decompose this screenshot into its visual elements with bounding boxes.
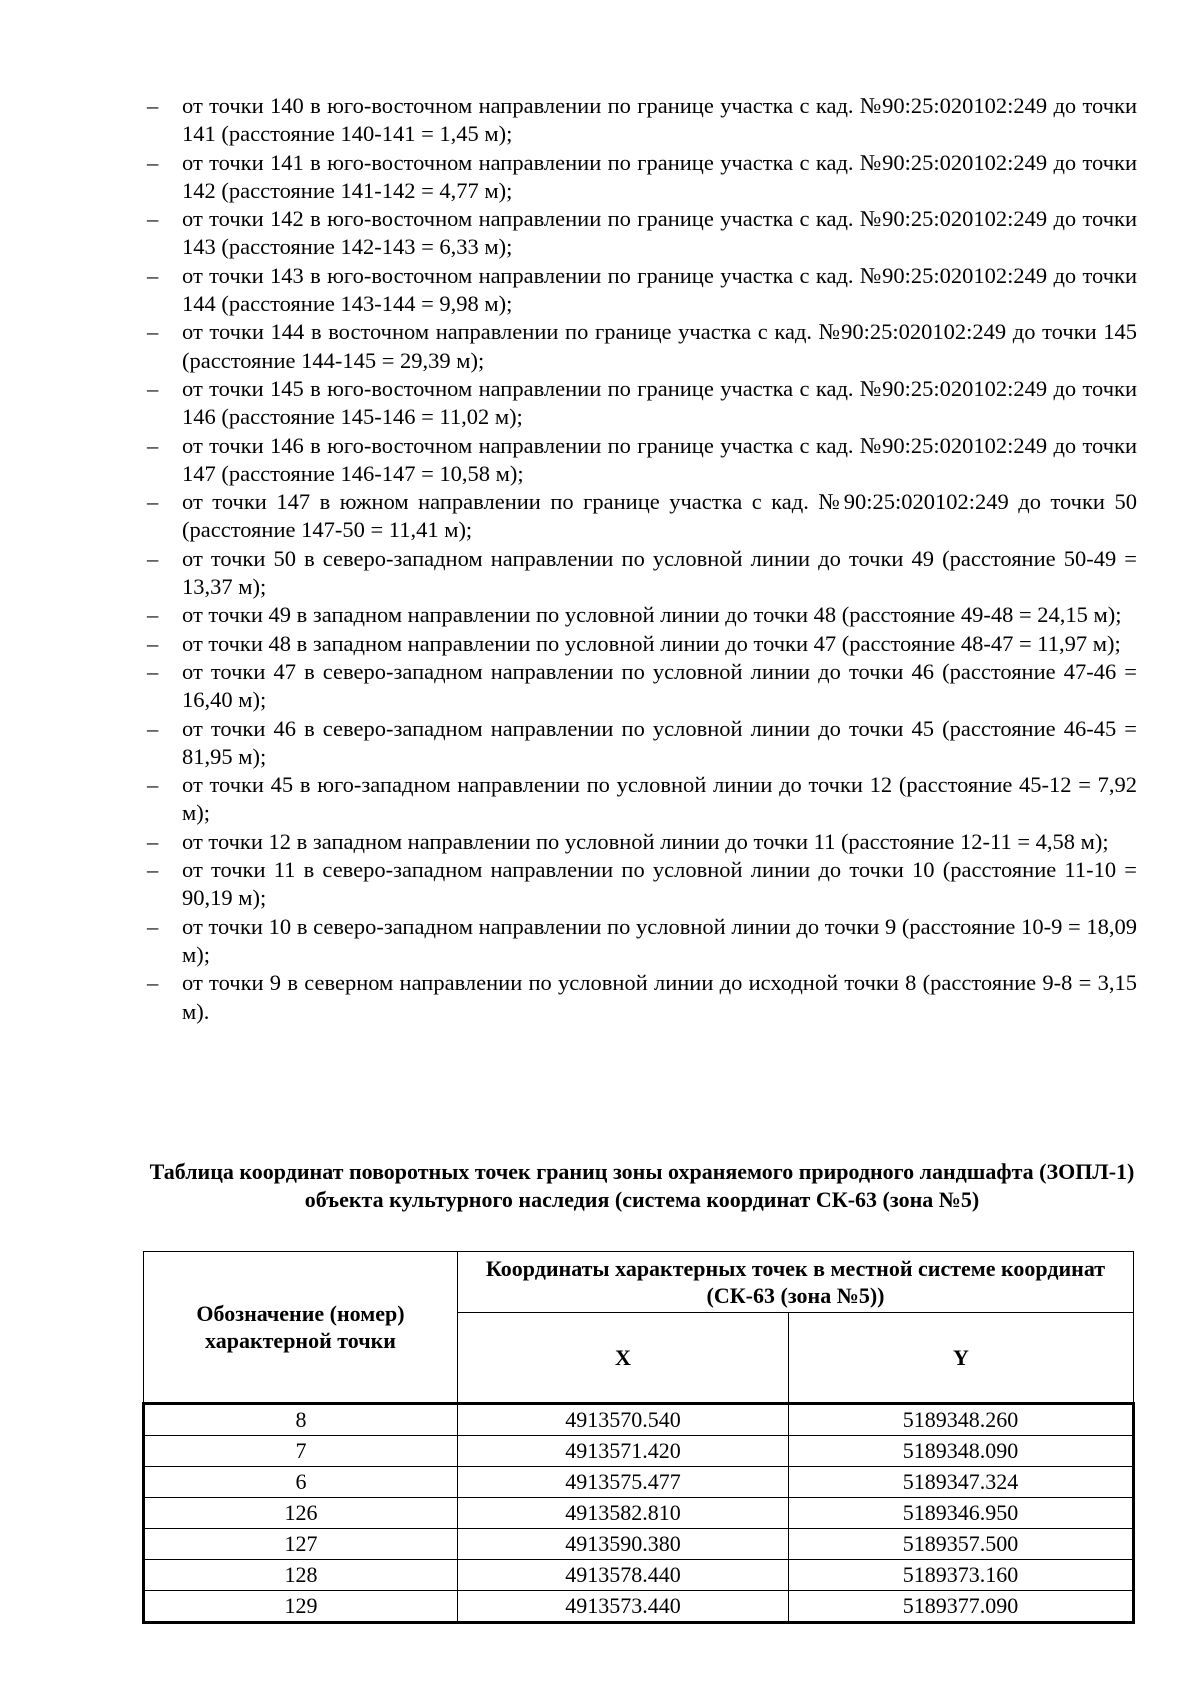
cell-y: 5189373.160 <box>789 1560 1134 1591</box>
list-marker: – <box>147 772 159 798</box>
cell-point: 127 <box>144 1529 458 1560</box>
cell-x: 4913582.810 <box>458 1498 789 1529</box>
boundary-segment-text: от точки 11 в северо-западном направлении по условной линии до точки 10 (расстояние 11-10 = 90,19 м); <box>182 857 1137 911</box>
table-row <box>144 1591 1134 1623</box>
boundary-segment-text: от точки 12 в западном направлении по условной линии до точки 11 (расстояние 12-11 = 4,58 м); <box>182 828 1109 854</box>
boundary-segment-text: от точки 49 в западном направлении по условной линии до точки 48 (расстояние 49-48 = 24,15 м); <box>182 602 1122 628</box>
list-marker: – <box>147 602 159 628</box>
list-marker: – <box>147 375 159 401</box>
boundary-segment-item <box>147 205 1137 262</box>
boundary-segment-text: от точки 145 в юго-восточном направлении по границе участка с кад. №90:25:020102:249 до точки 146 (расстояние 145-146 = 11,02 м); <box>182 375 1137 430</box>
boundary-segment-item <box>147 658 1137 715</box>
list-marker: – <box>147 658 159 684</box>
list-marker: – <box>147 630 159 656</box>
boundary-segment-item <box>147 828 1137 856</box>
header-coordinates-group: Координаты характерных точек в местной системе координат (СК-63 (зона №5)) <box>458 1252 1134 1313</box>
cell-x: 4913578.440 <box>458 1560 789 1591</box>
list-marker: – <box>147 828 159 854</box>
table-row <box>144 1436 1134 1467</box>
boundary-segment-text: от точки 45 в юго-западном направлении по условной линии до точки 12 (расстояние 45-12 = 7,92 м); <box>182 772 1137 826</box>
table-row <box>144 1529 1134 1560</box>
list-marker: – <box>147 545 159 571</box>
cell-y: 5189346.950 <box>789 1498 1134 1529</box>
boundary-segment-item <box>147 969 1137 1026</box>
header-x: X <box>458 1313 789 1404</box>
boundary-segment-text: от точки 146 в юго-восточном направлении по границе участка с кад. №90:25:020102:249 до точки 147 (расстояние 146-147 = 10,58 м); <box>182 432 1137 486</box>
table-row <box>144 1404 1134 1436</box>
cell-y: 5189348.090 <box>789 1436 1134 1467</box>
list-marker: – <box>147 715 159 741</box>
boundary-segment-text: от точки 47 в северо-западном направлении по условной линии до точки 46 (расстояние 47-46 = 16,40 м); <box>182 658 1137 713</box>
cell-point: 128 <box>144 1560 458 1591</box>
list-marker: – <box>147 857 159 883</box>
cell-point: 8 <box>144 1404 458 1436</box>
boundary-segment-text: от точки 140 в юго-восточном направлении по границе участка с кад. №90:25:020102:249 до точки 141 (расстояние 140-141 = 1,45 м); <box>182 93 1137 147</box>
boundary-segment-item <box>147 375 1137 432</box>
boundary-segment-item <box>147 715 1137 772</box>
boundary-segment-text: от точки 48 в западном направлении по условной линии до точки 47 (расстояние 48-47 = 11,97 м); <box>182 630 1121 656</box>
boundary-segment-item <box>147 630 1137 658</box>
list-marker: – <box>147 149 159 175</box>
boundary-segment-text: от точки 50 в северо-западном направлении по условной линии до точки 49 (расстояние 50-49 = 13,37 м); <box>182 545 1137 600</box>
cell-point: 7 <box>144 1436 458 1467</box>
cell-point: 129 <box>144 1591 458 1623</box>
table-row <box>144 1498 1134 1529</box>
cell-point: 6 <box>144 1467 458 1498</box>
cell-x: 4913570.540 <box>458 1404 789 1436</box>
boundary-segment-text: от точки 144 в восточном направлении по границе участка с кад. №90:25:020102:249 до точки 145 (расстояние 144-145 = 29,39 м); <box>182 319 1137 373</box>
boundary-segment-item <box>147 545 1137 602</box>
boundary-segment-text: от точки 141 в юго-восточном направлении по границе участка с кад. №90:25:020102:249 до точки 142 (расстояние 141-142 = 4,77 м); <box>182 149 1137 203</box>
table-body <box>144 1404 1134 1623</box>
boundary-segment-item <box>147 601 1137 629</box>
coordinates-table <box>142 1251 1135 1624</box>
boundary-segment-item <box>147 92 1137 149</box>
cell-y: 5189357.500 <box>789 1529 1134 1560</box>
boundary-segment-item <box>147 488 1137 545</box>
header-y: Y <box>789 1313 1134 1404</box>
list-marker: – <box>147 913 159 939</box>
list-marker: – <box>147 970 159 996</box>
boundary-segment-item <box>147 771 1137 828</box>
cell-x: 4913571.420 <box>458 1436 789 1467</box>
list-marker: – <box>147 489 159 515</box>
list-marker: – <box>147 262 159 288</box>
cell-y: 5189348.260 <box>789 1404 1134 1436</box>
list-marker: – <box>147 319 159 345</box>
cell-x: 4913575.477 <box>458 1467 789 1498</box>
boundary-segment-item <box>147 856 1137 913</box>
cell-y: 5189347.324 <box>789 1467 1134 1498</box>
boundary-segment-text: от точки 143 в юго-восточном направлении по границе участка с кад. №90:25:020102:249 до точки 144 (расстояние 143-144 = 9,98 м); <box>182 262 1137 317</box>
table-row <box>144 1467 1134 1498</box>
table-row <box>144 1560 1134 1591</box>
boundary-segment-text: от точки 147 в южном направлении по границе участка с кад. №90:25:020102:249 до точки 50 (расстояние 147-50 = 11,41 м); <box>182 489 1137 543</box>
boundary-segment-text: от точки 46 в северо-западном направлении по условной линии до точки 45 (расстояние 46-45 = 81,95 м); <box>182 715 1137 769</box>
boundary-segment-item <box>147 913 1137 970</box>
boundary-segment-text: от точки 142 в юго-восточном направлении по границе участка с кад. №90:25:020102:249 до точки 143 (расстояние 142-143 = 6,33 м); <box>182 206 1137 260</box>
cell-point: 126 <box>144 1498 458 1529</box>
cell-x: 4913573.440 <box>458 1591 789 1623</box>
cell-y: 5189377.090 <box>789 1591 1134 1623</box>
boundary-segment-item <box>147 149 1137 206</box>
boundary-segment-text: от точки 10 в северо-западном направлении по условной линии до точки 9 (расстояние 10-9 = 18,09 м); <box>182 913 1137 967</box>
list-marker: – <box>147 206 159 232</box>
boundary-description-list <box>147 92 1137 1026</box>
boundary-segment-text: от точки 9 в северном направлении по условной линии до исходной точки 8 (расстояние 9-8 = 3,15 м). <box>182 970 1137 1024</box>
header-point-number: Обозначение (номер) характерной точки <box>144 1252 458 1404</box>
table-title: Таблица координат поворотных точек границ зоны охраняемого природного ландшафта (ЗОПЛ-1) объекта культурного наследия (система координат СК-63 (зона №5) <box>149 1159 1135 1212</box>
boundary-segment-item <box>147 432 1137 489</box>
cell-x: 4913590.380 <box>458 1529 789 1560</box>
list-marker: – <box>147 93 159 118</box>
table-header-row <box>144 1252 1134 1313</box>
list-marker: – <box>147 432 159 458</box>
boundary-segment-item <box>147 318 1137 375</box>
boundary-segment-item <box>147 262 1137 319</box>
